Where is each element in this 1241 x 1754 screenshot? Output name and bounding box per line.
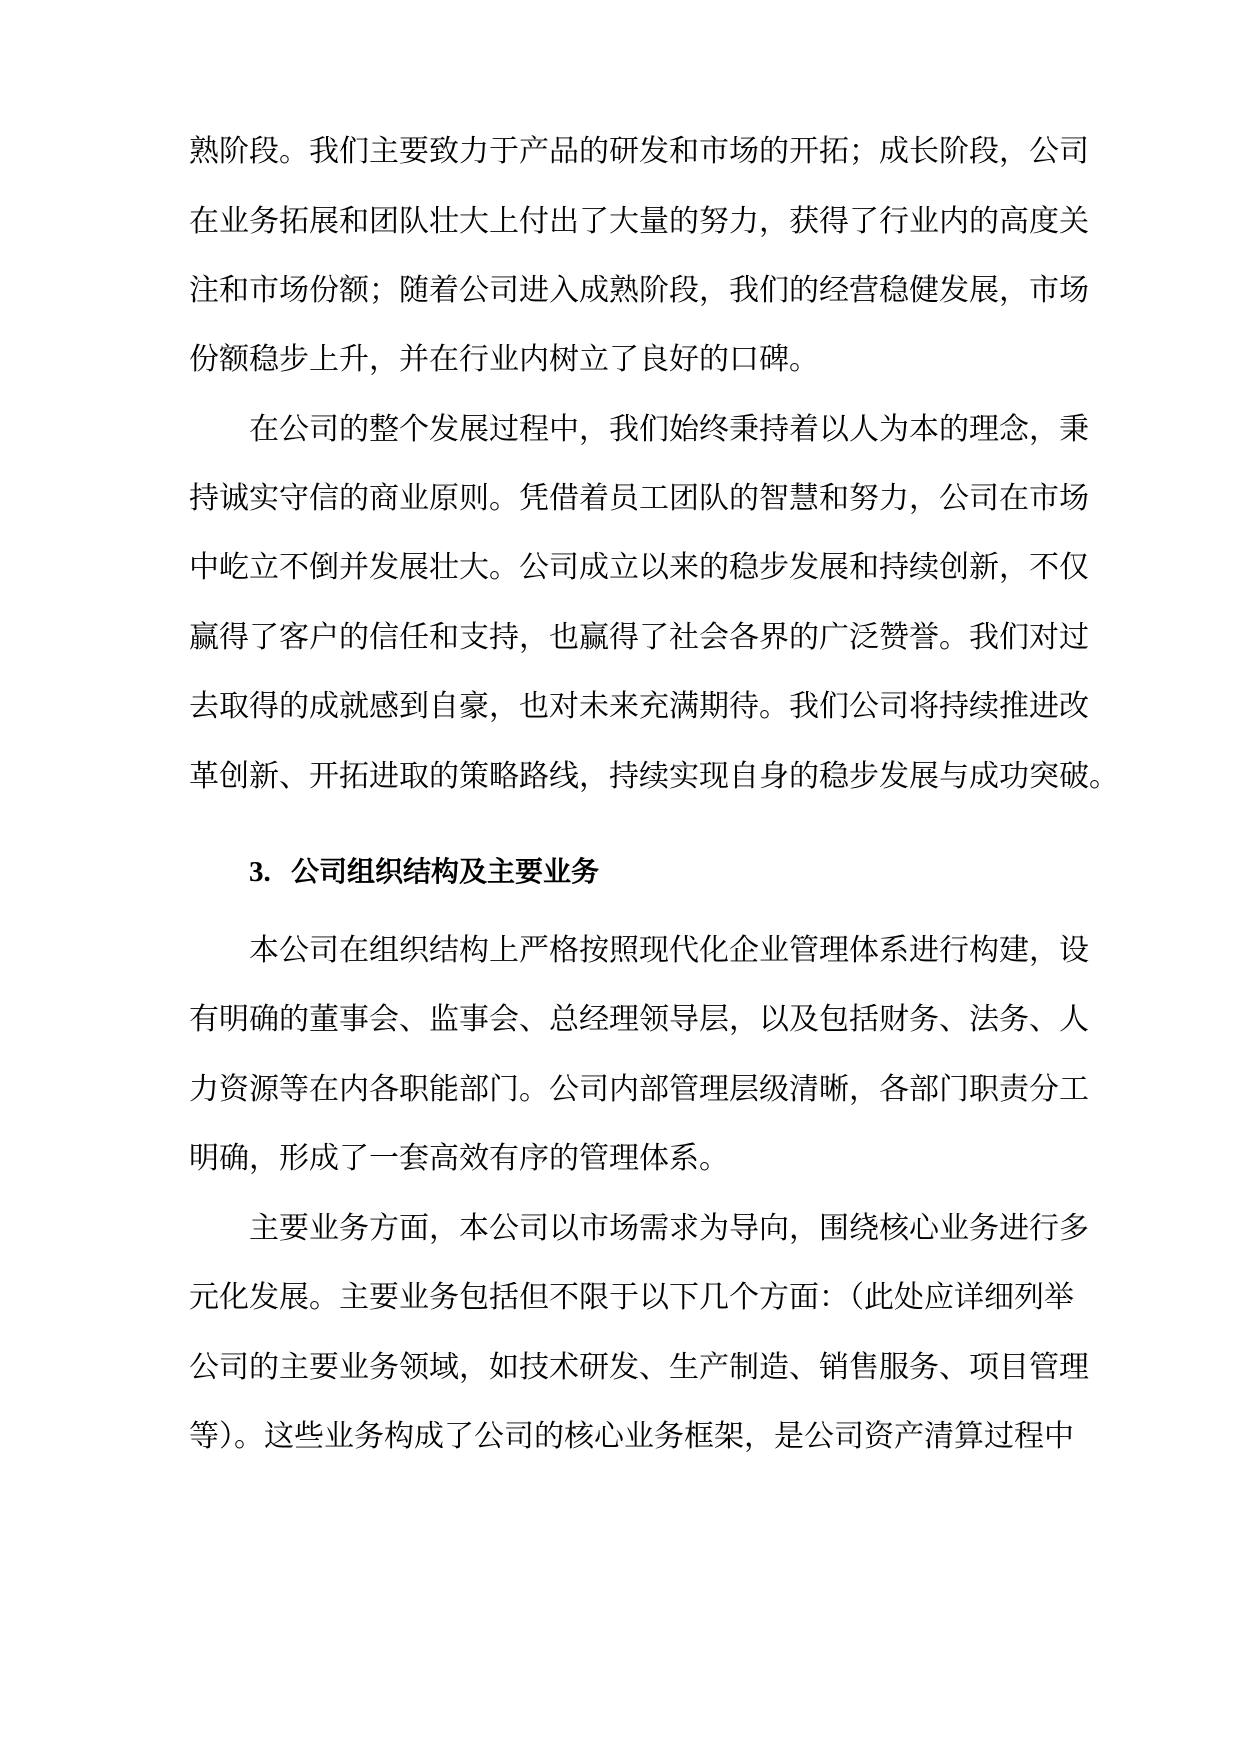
paragraph-line: 有明确的董事会、监事会、总经理领导层，以及包括财务、法务、人: [189, 1002, 1089, 1037]
paragraph-line: 等）。这些业务构成了公司的核心业务框架，是公司资产清算过程中: [189, 1419, 1074, 1454]
paragraph-line: 在业务拓展和团队壮大上付出了大量的努力，获得了行业内的高度关: [189, 204, 1089, 239]
paragraph-line: 明确，形成了一套高效有序的管理体系。: [189, 1141, 729, 1176]
paragraph-line: 主要业务方面，本公司以市场需求为导向，围绕核心业务进行多: [249, 1211, 1089, 1246]
paragraph-line: 力资源等在内各职能部门。公司内部管理层级清晰，各部门职责分工: [189, 1072, 1089, 1107]
section-title: 公司组织结构及主要业务: [291, 855, 600, 888]
section-heading: [249, 847, 949, 897]
paragraph-line: 熟阶段。我们主要致力于产品的研发和市场的开拓；成长阶段，公司: [189, 134, 1089, 169]
paragraph-line: 份额稳步上升，并在行业内树立了良好的口碑。: [189, 342, 819, 377]
paragraph-line: 革创新、开拓进取的策略路线，持续实现自身的稳步发展与成功突破。: [189, 759, 1119, 794]
paragraph-line: 在公司的整个发展过程中，我们始终秉持着以人为本的理念，秉: [249, 412, 1089, 447]
section-number: 3.: [249, 856, 271, 888]
paragraph-line: 元化发展。主要业务包括但不限于以下几个方面：（此处应详细列举: [189, 1280, 1074, 1315]
paragraph-line: 去取得的成就感到自豪，也对未来充满期待。我们公司将持续推进改: [189, 689, 1089, 724]
paragraph-line: 公司的主要业务领域，如技术研发、生产制造、销售服务、项目管理: [189, 1350, 1089, 1385]
paragraph-line: 持诚实守信的商业原则。凭借着员工团队的智慧和努力，公司在市场: [189, 481, 1089, 516]
paragraph-line: 注和市场份额；随着公司进入成熟阶段，我们的经营稳健发展，市场: [189, 273, 1089, 308]
paragraph-line: 本公司在组织结构上严格按照现代化企业管理体系进行构建，设: [249, 933, 1089, 968]
paragraph-line: 赢得了客户的信任和支持，也赢得了社会各界的广泛赞誉。我们对过: [189, 620, 1089, 655]
paragraph-line: 中屹立不倒并发展壮大。公司成立以来的稳步发展和持续创新，不仅: [189, 550, 1089, 585]
